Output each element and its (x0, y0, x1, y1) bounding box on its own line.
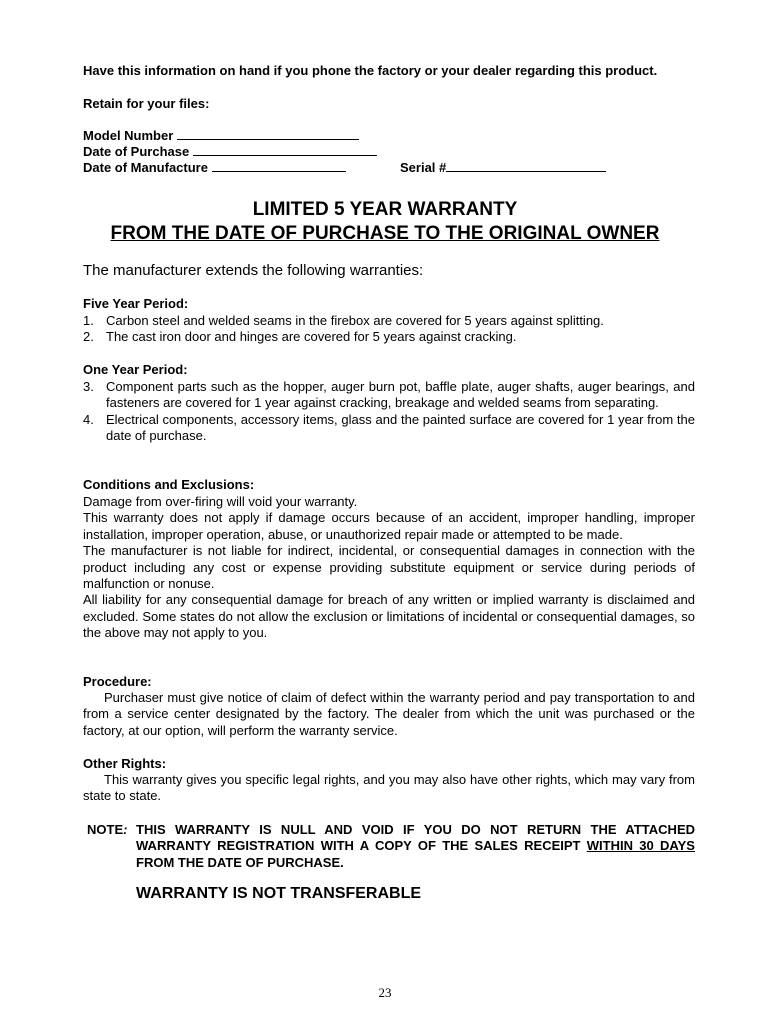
title-line-2: FROM THE DATE OF PURCHASE TO THE ORIGINAL OWNER (110, 223, 660, 244)
note-colon: : (123, 822, 128, 837)
conditions-paragraph: Damage from over-firing will void your warranty. (83, 494, 358, 509)
other-rights-heading: Other Rights: (83, 756, 167, 771)
date-of-manufacture-field (83, 160, 346, 176)
date-of-manufacture-label: Date of Manufacture (83, 160, 208, 175)
date-of-purchase-blank (193, 144, 377, 156)
note-text (136, 822, 695, 871)
list-item (83, 313, 695, 329)
one-year-heading: One Year Period: (83, 362, 188, 377)
serial-field (400, 160, 606, 176)
title-line-1: LIMITED 5 YEAR WARRANTY (252, 199, 518, 220)
list-item-number: 4. (83, 411, 94, 427)
model-number-label: Model Number (83, 128, 174, 143)
list-item-text: The cast iron door and hinges are covered for 5 years against cracking. (106, 329, 517, 345)
note-text-a: THIS WARRANTY IS NULL AND VOID IF YOU DO NOT RETURN THE ATTACHED WARRANTY REGISTRATION WITH A COPY OF THE SALES RECEIPT (136, 822, 695, 854)
one-year-list (83, 379, 695, 445)
conditions-heading: Conditions and Exclusions: (83, 477, 255, 492)
five-year-list (83, 313, 695, 346)
not-transferable-text: WARRANTY IS NOT TRANSFERABLE (136, 885, 422, 902)
list-item-text: Electrical components, accessory items, glass and the painted surface are covered for 1 year from the date of purchase. (106, 411, 695, 444)
list-item (83, 379, 695, 412)
list-item (83, 412, 695, 445)
model-number-field (83, 128, 359, 144)
serial-blank (446, 160, 606, 172)
list-item-text: Component parts such as the hopper, auger burn pot, baffle plate, auger shafts, auger bearings, and fasteners are covered for 1 year against cracking, breakage and welded seams from separating. (106, 379, 695, 411)
list-item-number: 3. (83, 379, 94, 394)
info-line: Have this information on hand if you phone the factory or your dealer regarding this product. (83, 63, 658, 78)
note-underlined: WITHIN 30 DAYS (586, 838, 695, 854)
conditions-body (83, 494, 695, 642)
procedure-text: Purchaser must give notice of claim of defect within the warranty period and pay transportation to and from a service center designated by the factory. The dealer from which the unit was purchased or the factory, at our option, will perform the warranty service. (83, 690, 695, 738)
list-item (83, 329, 695, 345)
note-label (87, 822, 127, 838)
page-number: 23 (378, 985, 392, 1000)
list-item-text: Carbon steel and welded seams in the firebox are covered for 5 years against splitting. (106, 313, 604, 328)
model-number-blank (177, 128, 359, 140)
list-item-number: 1. (83, 313, 94, 328)
conditions-paragraph: The manufacturer is not liable for indirect, incidental, or consequential damages in connection with the product including any cost or expense providing substitute equipment or service during periods of malfunction or nonuse. (83, 543, 695, 592)
conditions-paragraph: All liability for any consequential damage for breach of any written or implied warranty is disclaimed and excluded. Some states do not allow the exclusion or limitations of incidental or consequential damages, so the above may not apply to you. (83, 592, 695, 641)
note-label-text: NOTE (87, 822, 124, 837)
date-of-purchase-label: Date of Purchase (83, 144, 190, 159)
other-rights-text: This warranty gives you specific legal rights, and you may also have other rights, which may vary from state to state. (83, 772, 695, 804)
serial-label: Serial # (400, 160, 447, 175)
procedure-heading: Procedure: (83, 674, 152, 689)
date-of-purchase-field (83, 144, 377, 160)
intro-text: The manufacturer extends the following warranties: (83, 262, 424, 279)
conditions-paragraph: This warranty does not apply if damage occurs because of an accident, improper handling, improper installation, improper operation, abuse, or unauthorized repair made or attempted to be made. (83, 510, 695, 542)
date-of-manufacture-blank (212, 160, 346, 172)
note-text-b: FROM THE DATE OF PURCHASE. (136, 854, 344, 870)
retain-line: Retain for your files: (83, 96, 210, 111)
five-year-heading: Five Year Period: (83, 296, 189, 311)
list-item-number: 2. (83, 329, 94, 345)
